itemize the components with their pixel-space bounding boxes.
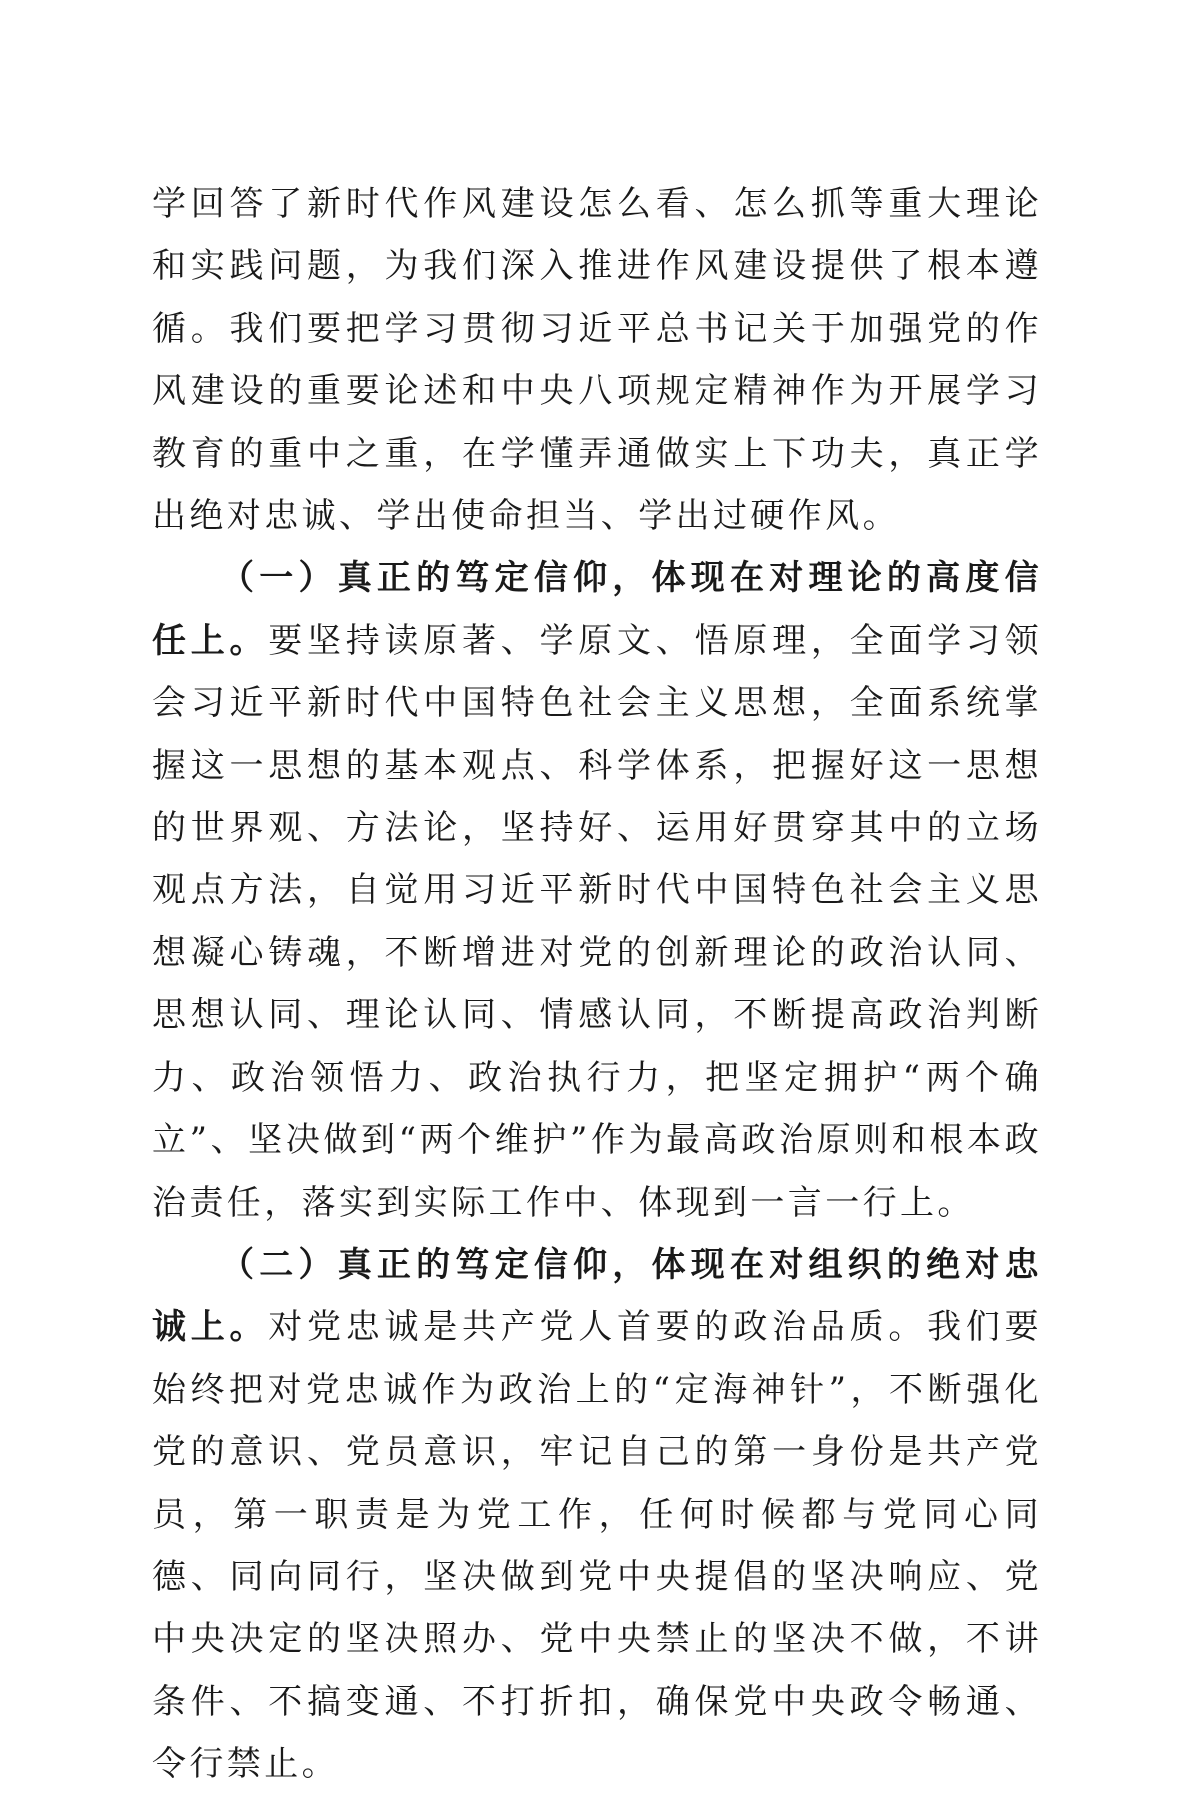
paragraph-section-2 <box>152 1234 1042 1796</box>
section-1-heading: （一）真正的笃定信仰，体现在对理论的高度信任上。 <box>152 558 1042 661</box>
section-1-text: 要坚持读原著、学原文、悟原理，全面学习领会习近平新时代中国特色社会主义思想，全面系统掌握这一思想的基本观点、科学体系，把握好这一思想的世界观、方法论，坚持好、运用好贯穿其中的立场观点方法，自觉用习近平新时代中国特色社会主义思想凝心铸魂，不断增进对党的创新理论的政治认同、思想认同、理论认同、情感认同，不断提高政治判断力、政治领悟力、政治执行力，把坚定拥护“两个确立”、坚决做到“两个维护”作为最高政治原则和根本政治责任，落实到实际工作中、体现到一言一行上。 <box>152 620 1042 1223</box>
paragraph-intro <box>152 173 1042 547</box>
document-body <box>152 173 1042 1796</box>
paragraph-intro-text: 学回答了新时代作风建设怎么看、怎么抓等重大理论和实践问题，为我们深入推进作风建设提供了根本遵循。我们要把学习贯彻习近平总书记关于加强党的作风建设的重要论述和中央八项规定精神作为开展学习教育的重中之重，在学懂弄通做实上下功夫，真正学出绝对忠诚、学出使命担当、学出过硬作风。 <box>152 184 1042 537</box>
section-2-heading: （二）真正的笃定信仰，体现在对组织的绝对忠诚上。 <box>152 1244 1042 1348</box>
paragraph-section-1 <box>152 547 1042 1233</box>
section-2-text: 对党忠诚是共产党人首要的政治品质。我们要始终把对党忠诚作为政治上的“定海神针”，不断强化党的意识、党员意识，牢记自己的第一身份是共产党员，第一职责是为党工作，任何时候都与党同心同德、同向同行，坚决做到党中央提倡的坚决响应、党中央决定的坚决照办、党中央禁止的坚决不做，不讲条件、不搞变通、不打折扣，确保党中央政令畅通、令行禁止。 <box>152 1307 1042 1785</box>
